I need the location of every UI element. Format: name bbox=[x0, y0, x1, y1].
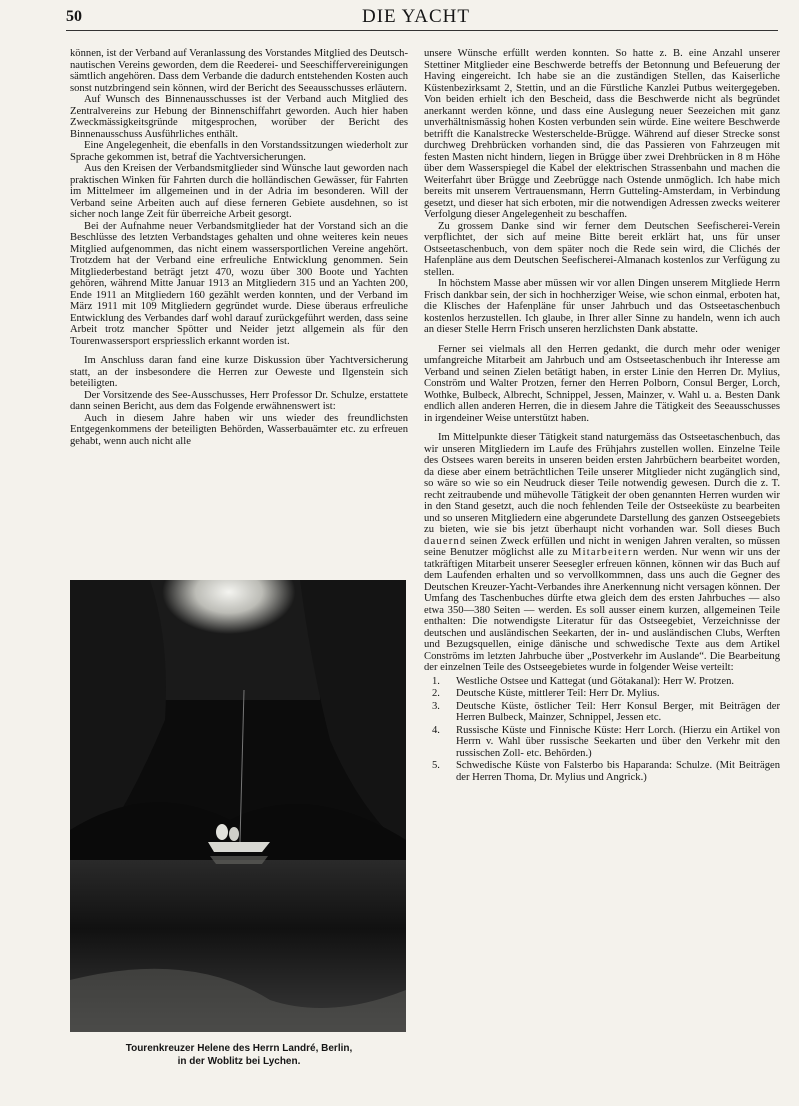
right-column bbox=[424, 48, 780, 784]
yacht-photo-image bbox=[70, 580, 406, 1032]
running-title: DIE YACHT bbox=[361, 6, 471, 27]
header-rule bbox=[66, 30, 778, 31]
paragraph: Im Anschluss daran fand eine kurze Diskussion über Yachtversicherung statt, an der insbesondere die Herren zur Oeweste und Ilgenstein sich beteiligten. bbox=[70, 355, 408, 389]
list-text: Westliche Ostsee und Kattegat (und Götakanal): Herr W. Protzen. bbox=[456, 675, 735, 687]
list-number: 1. bbox=[432, 675, 440, 687]
list-item bbox=[424, 688, 780, 700]
paragraph: Der Vorsitzende des See-Ausschusses, Herr Professor Dr. Schulze, erstattete dann seinen Bericht, aus dem das Folgende erwähnenswert ist: bbox=[70, 389, 408, 412]
page-number: 50 bbox=[66, 8, 82, 25]
paragraph: Auch in diesem Jahre haben wir uns wieder des freundlichsten Entgegenkommens der beteiligten Behörden, Wasserbauämter etc. zu erfreuen gehabt, wenn auch nicht alle bbox=[70, 412, 408, 447]
list-text: Deutsche Küste, mittlerer Teil: Herr Dr. Mylius. bbox=[456, 688, 660, 699]
list-item bbox=[424, 760, 780, 783]
paragraph: Ferner sei vielmals all den Herren gedankt, die durch mehr oder weniger umfangreiche Mitarbeit am Jahrbuch und am Ostseetaschenbuch ihr Interesse am Verband und seinen Zielen betätigt haben, in erster Linie den Herren Dr. Mylius, Conström und Walter Protzen, ferner den Herren Polborn, Consul Berger, Lorch, Wothke, Bulbeck, Albrecht, Schnippel, Jessen, Mainzer, v. Wahl u. a. Besten Dank endlich allen anderen Herren, die in diesem Jahre die Tätigkeit des Seeausschusses in irgendeiner Weise unterstützt haben. bbox=[424, 343, 780, 424]
list-item bbox=[424, 701, 780, 724]
list-number: 3. bbox=[432, 700, 440, 712]
list-number: 4. bbox=[432, 724, 440, 736]
list-number: 5. bbox=[432, 760, 440, 771]
list-text: Schwedische Küste von Falsterbo bis Haparanda: Schulze. (Mit Beiträgen der Herren Thoma, Dr. Mylius und Angrick.) bbox=[456, 760, 780, 783]
photograph-yacht-woblitz bbox=[70, 580, 406, 1032]
section-assignment-list bbox=[424, 676, 780, 784]
paragraph: Aus den Kreisen der Verbandsmitglieder sind Wünsche laut geworden nach praktischen Winken für Fahrten durch die holländischen Gewässer, für Fahrten im Mittelmeer im allgemeinen und in der Adria im besonderen. Will der Verband seine Arbeiten auch auf diese ferneren Gebiete ausdehnen, so ist sicher noch lange Zeit für überreiche Arbeit gesorgt. bbox=[70, 163, 408, 220]
text-run: werden. Nur wenn wir uns der tatkräftigen Mitarbeit unserer Seesegler erfreuen können, können wir das Buch auf dem Laufenden erhalten und so vervollkommnen, dass uns auch die Gegner des Deutschen Kreuzer-Yacht-Verbandes ihre Anerkennung nicht versagen können. Der Umfang des Taschenbuches dürfte etwa gleich dem des ersten Jahrbuches — also etwa 350—380 Seiten — werden. Es soll ausser einem kurzen, allgemeinen Teile enthalten: Die notwendigste Literatur für das Ostseegebiet, Verzeichnisse der deutschen und ausländischen Seekarten, der in- und ausländischen Clubs, Werften und Bezugsquellen, einige dänische und schwedische Texte aus dem Artikel Conströms im letzten Jahrbuche über „Postverkehr im Auslande“. Die Bearbeitung der einzelnen Teile des Ostseegebietes wurde in folgender Weise verteilt: bbox=[424, 547, 780, 673]
list-number: 2. bbox=[432, 688, 440, 699]
list-item bbox=[424, 725, 780, 760]
text-run: seinen Zweck erfüllen und nicht in wenigen Jahren veralten, so müssen seine Benutzer möglichst alle zu bbox=[424, 535, 781, 558]
emphasis-spaced: dauernd bbox=[424, 535, 467, 547]
text-run: Im Mittelpunkte dieser Tätigkeit stand naturgemäss das Ostseetaschenbuch, das wir unseren Mitgliedern im Laufe des Frühjahrs zustellen wollen. Einzelne Teile des Ostsees waren bereits in unseren beiden ersten Jahrbüchern bearbeitet worden, da diese aber einem beträchtlichen Teile unserer Mitglieder nicht zugänglich sind, so wäre so wie so ein Neudruck dieser Teile notwendig gewesen. Durch die z. T. recht zeitraubende und mühevolle Tätigkeit der oben genannten Herren wurden wir in den Stand gesetzt, auch die noch fehlenden Teile der Ostseeküste zu bearbeiten und so unseren Mitgliedern eine abgerundete Darstellung des ganzen Ostseegebiets zu bieten, wie sie bis jetzt überhaupt nicht vorhanden war. Soll dieses Buch bbox=[424, 432, 780, 535]
left-column bbox=[70, 48, 408, 447]
caption-line: in der Woblitz bei Lychen. bbox=[177, 1056, 301, 1067]
page-header bbox=[66, 6, 766, 30]
paragraph: können, ist der Verband auf Veranlassung des Vorstandes Mitglied des Deutsch-nautischen Vereins geworden, dem die Reederei- und Seeschiffervereinigungen sämtlich angehören. Dass dem Verbande die dadurch entstehenden Kosten auch sonst nutzbringend sein können, wird der Bericht des Seeausschusses erläutern. bbox=[70, 48, 408, 94]
list-text: Russische Küste und Finnische Küste: Herr Lorch. (Hierzu ein Artikel von Herrn v. Wahl über russische Seekarten und über den Verkehr mit den russischen Zoll- etc. Behörden.) bbox=[456, 724, 780, 759]
paragraph: Eine Angelegenheit, die ebenfalls in den Vorstandssitzungen wiederholt zur Sprache gekommen ist, betraf die Yachtversicherungen. bbox=[70, 140, 408, 163]
emphasis-spaced: Mitarbeitern bbox=[571, 547, 640, 558]
paragraph: Zu grossem Danke sind wir ferner dem Deutschen Seefischerei-Verein verpflichtet, der sich auf meine Bitte bereit erklärt hat, uns für unser Ostseetaschenbuch, von dem später noch die Rede sein wird, die Clichés der Hafenpläne aus dem Deutschen Seefischerei-Almanach kostenlos zur Verfügung zu stellen. bbox=[424, 220, 780, 278]
caption-line: Tourenkreuzer Helene des Herrn Landré, Berlin, bbox=[125, 1043, 353, 1054]
paragraph: In höchstem Masse aber müssen wir vor allen Dingen unserem Mitgliede Herrn Frisch dankbar sein, der sich in hochherziger Weise, wie schon einmal, erboten hat, die Klisches der Hafenpläne für unser Jahrbuch und das Ostseetaschenbuch kostenlos herzustellen. Ich glaube, in Ihrer aller Sinne zu handeln, wenn ich auch an dieser Stelle Herrn Frisch unseren herzlichsten Dank abstatte. bbox=[424, 278, 780, 335]
paragraph bbox=[424, 432, 780, 674]
photo-caption bbox=[70, 1042, 408, 1068]
list-item bbox=[424, 676, 780, 688]
paragraph: unsere Wünsche erfüllt werden konnten. So hatte z. B. eine Anzahl unserer Stettiner Mitglieder eine Beschwerde betreffs der Betonnung und Befeuerung der Having eingereicht. Ich habe sie an die zuständigen Stellen, das Kaiserliche Küstenbezirksamt 2, Stettin, und an die Fürstliche Kanzlei Putbus weitergegeben. Von beiden erhielt ich den Bescheid, dass die Beschwerde nicht als begründet anerkannt werden könne, und dass eine Auslegung neuer Seezeichen mit ganz unverhältnismässig hohen Kosten verbunden sein würde. Eine weitere Beschwerde betrifft die Kanalstrecke Westerschelde-Brügge. Während auf dieser Strecke sonst durchweg Drehbrücken vorhanden sind, die das Passieren von Fahrzeugen mit festen Masten nicht hindern, liegen in Brügge über zwei Drehbrücken in 8 m Höhe über dem Wasserspiegel die Kabel der elektrischen Strassenbahn und machen die Weiterfahrt über Brügge und Zeebrügge nach Ostende unmöglich. Ich habe mich bereits mit unserem Vertrauensmann, Herrn Gutteling-Amsterdam, in Verbindung gesetzt, und dieser hat sich erboten, mir die notwendigen Adressen zwecks weiterer Verfolgung dieser Angelegenheit zu beschaffen. bbox=[424, 48, 780, 220]
list-text: Deutsche Küste, östlicher Teil: Herr Konsul Berger, mit Beiträgen der Herren Bulbeck, Mainzer, Schnippel, Jessen etc. bbox=[456, 700, 780, 723]
paragraph: Auf Wunsch des Binnenausschusses ist der Verband auch Mitglied des Zentralvereins zur Hebung der Binnenschiffahrt geworden. Auch hier haben Zweckmässigkeitsgründe mitgesprochen, worüber der Bericht des Binnenausschuss Ausführliches enthält. bbox=[70, 94, 408, 140]
paragraph: Bei der Aufnahme neuer Verbandsmitglieder hat der Vorstand sich an die Beschlüsse des letzten Verbandstages gehalten und ohne weiteres kein neues Mitglied aufgenommen, das nicht einem wassersportlichen Vereine angehört. Trotzdem hat der Verband eine erfreuliche Entwicklung genommen. Sein Mitgliederbestand beträgt jetzt 470, wozu über 300 Boote und Yachten gehören, während Mitte Januar 1913 an Mitgliedern 315 und an Yachten 200, Ende 1911 an Mitgliedern 160 gezählt werden konnten, und der Verband im März 1911 mit 109 Mitgliedern gegründet wurde. Diese überaus erfreuliche Entwicklung des Verbandes darf wohl darauf zurückgeführt werden, dass seine Arbeit trotz mancher Spötter und Neider jetzt allgemein als für den Tourenwassersport erspriesslich erkannt worden ist. bbox=[70, 220, 408, 347]
